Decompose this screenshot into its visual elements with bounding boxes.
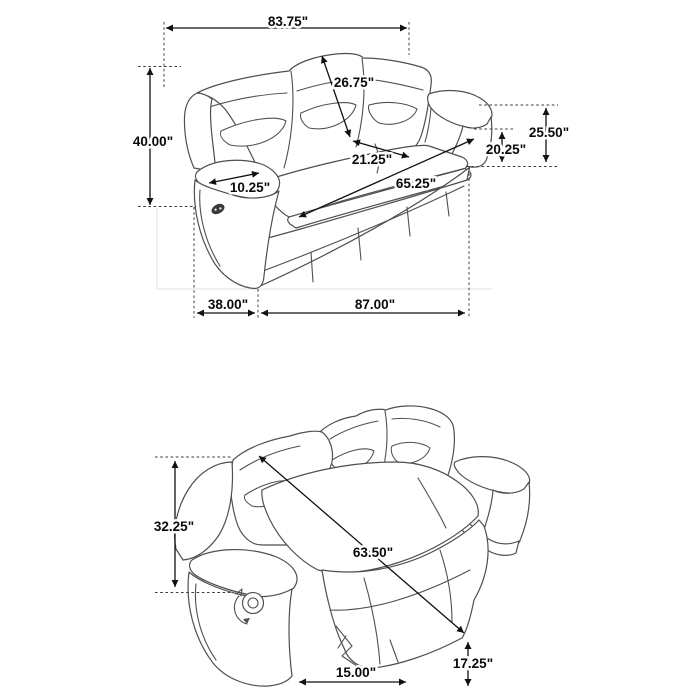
dim-label-armrest-width: 10.25" (229, 180, 271, 195)
dim-label-footprint-width: 87.00" (354, 297, 396, 312)
dim-label-reclined-length: 63.50" (352, 545, 394, 560)
right-armrest-pad (428, 91, 492, 129)
reclined-left-wing (175, 462, 233, 560)
left-wing-pillow (184, 93, 216, 172)
dim-label-reclined-height: 32.25" (153, 519, 195, 534)
dim-label-overall-depth: 38.00" (207, 297, 249, 312)
dim-label-seat-width: 65.25" (395, 176, 437, 191)
dim-label-arm-height: 25.50" (528, 125, 570, 140)
dim-label-overall-height: 40.00" (132, 134, 174, 149)
dim-label-footrest-depth: 15.00" (335, 665, 377, 680)
dim-label-back-height: 26.75" (333, 75, 375, 90)
dim-label-footrest-height: 17.25" (452, 656, 494, 671)
dim-label-seat-depth: 21.25" (351, 152, 393, 167)
dim-label-seat-to-arm: 20.25" (485, 142, 527, 157)
dim-label-overall-width: 83.75" (267, 14, 309, 29)
